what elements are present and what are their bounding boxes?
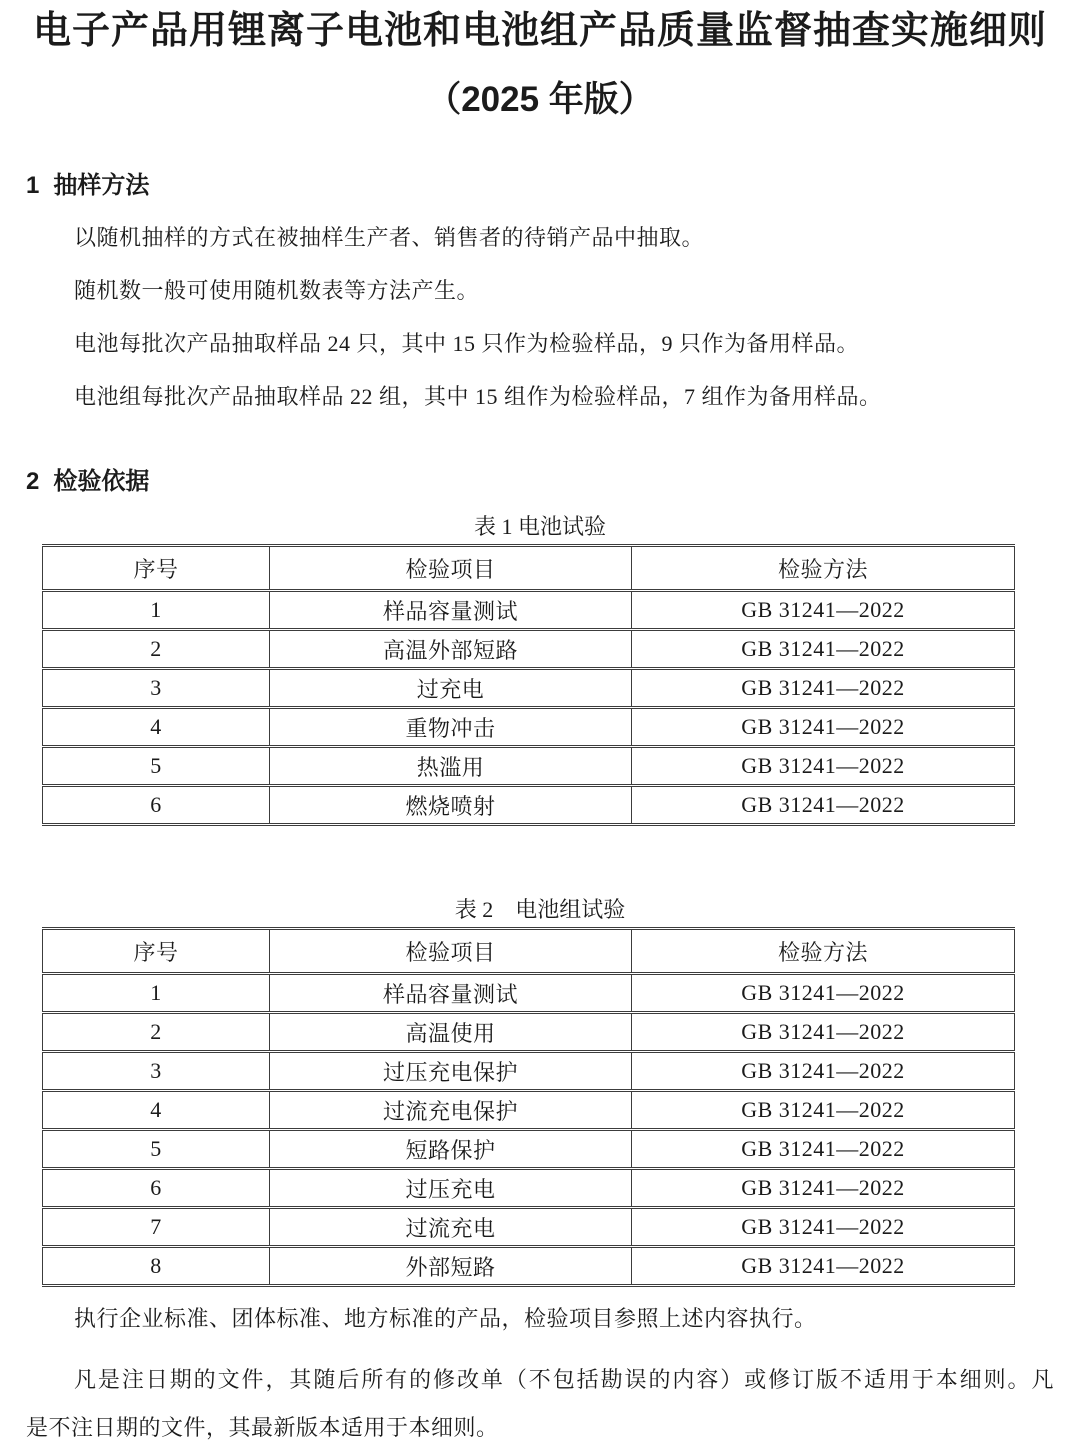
table-cell: 1 [43,591,270,630]
table-cell: 过压充电保护 [270,1052,632,1091]
table-row [43,1091,1015,1130]
section-1-title: 抽样方法 [53,171,150,199]
table-cell: 6 [43,786,270,825]
table-cell: GB 31241—2022 [632,1208,1015,1247]
table-row [43,747,1015,786]
column-header-item: 检验项目 [270,929,632,974]
table-cell: GB 31241—2022 [632,747,1015,786]
column-header-item: 检验项目 [270,546,632,591]
table-cell: 过流充电 [270,1208,632,1247]
column-header-method: 检验方法 [632,929,1015,974]
table-cell: 7 [43,1208,270,1247]
table-cell: 2 [43,630,270,669]
section-2-heading [26,468,1054,496]
paragraph: 以随机抽样的方式在被抽样生产者、销售者的待销产品中抽取。 [74,224,705,250]
table-row [43,786,1015,825]
column-header-seq: 序号 [43,929,270,974]
table-cell: GB 31241—2022 [632,1247,1015,1286]
table-cell: 4 [43,1091,270,1130]
table-row [43,1052,1015,1091]
table-cell: 过压充电 [270,1169,632,1208]
table-cell: GB 31241—2022 [632,669,1015,708]
closing-paragraph-1: 执行企业标准、团体标准、地方标准的产品，检验项目参照上述内容执行。 [74,1306,817,1332]
table-cell: 5 [43,1130,270,1169]
table-cell: GB 31241—2022 [632,630,1015,669]
column-header-seq: 序号 [43,546,270,591]
table-cell: 外部短路 [270,1247,632,1286]
table-cell: 短路保护 [270,1130,632,1169]
table-cell: 样品容量测试 [270,591,632,630]
table-cell: 1 [43,974,270,1013]
table-cell: GB 31241—2022 [632,1130,1015,1169]
section-2-title: 检验依据 [53,467,150,495]
table-2-caption: 表 2 电池组试验 [454,897,626,923]
table-row [43,1130,1015,1169]
battery-test-table [42,544,1015,826]
table-cell: GB 31241—2022 [632,1091,1015,1130]
battery-pack-test-table [42,927,1015,1287]
table-cell: 3 [43,1052,270,1091]
closing-paragraph-2-line-1: 凡是注日期的文件，其随后所有的修改单（不包括勘误的内容）或修订版不适用于本细则。凡 [74,1367,1054,1393]
table-cell: 5 [43,747,270,786]
table-header-row [43,546,1015,591]
table-cell: 3 [43,669,270,708]
paragraph: 随机数一般可使用随机数表等方法产生。 [74,277,480,303]
table-cell: 2 [43,1013,270,1052]
document-title [26,10,1054,120]
table-cell: 8 [43,1247,270,1286]
paragraph: 电池每批次产品抽取样品 24 只，其中 15 只作为检验样品，9 只作为备用样品。 [74,330,860,356]
closing-paragraph-2 [26,1356,1054,1452]
table-row [43,974,1015,1013]
table-cell: GB 31241—2022 [632,974,1015,1013]
table-cell: GB 31241—2022 [632,1013,1015,1052]
paragraph: 电池组每批次产品抽取样品 22 组，其中 15 组作为检验样品，7 组作为备用样品。 [74,383,882,409]
table-1-caption: 表 1 电池试验 [473,514,606,540]
table-cell: 样品容量测试 [270,974,632,1013]
table-cell: 6 [43,1169,270,1208]
table-cell: GB 31241—2022 [632,708,1015,747]
table-row [43,1013,1015,1052]
table-row [43,1208,1015,1247]
table-cell: 过充电 [270,669,632,708]
table-row [43,591,1015,630]
table-header-row [43,929,1015,974]
table-cell: GB 31241—2022 [632,786,1015,825]
closing-paragraph-2-line-2: 是不注日期的文件，其最新版本适用于本细则。 [26,1415,499,1441]
section-2-number: 2 [26,467,40,495]
table-cell: 高温外部短路 [270,630,632,669]
title-line-2: （2025 年版） [426,79,654,119]
table-row [43,1169,1015,1208]
table-row [43,630,1015,669]
section-1-number: 1 [26,171,40,199]
table-cell: 燃烧喷射 [270,786,632,825]
table-cell: 4 [43,708,270,747]
column-header-method: 检验方法 [632,546,1015,591]
table-cell: 重物冲击 [270,708,632,747]
table-cell: 热滥用 [270,747,632,786]
table-cell: GB 31241—2022 [632,591,1015,630]
table-cell: 高温使用 [270,1013,632,1052]
table-row [43,1247,1015,1286]
table-cell: GB 31241—2022 [632,1169,1015,1208]
table-cell: 过流充电保护 [270,1091,632,1130]
table-cell: GB 31241—2022 [632,1052,1015,1091]
table-row [43,708,1015,747]
title-line-1: 电子产品用锂离子电池和电池组产品质量监督抽查实施细则 [32,10,1047,52]
table-row [43,669,1015,708]
section-1-heading [26,172,1054,200]
